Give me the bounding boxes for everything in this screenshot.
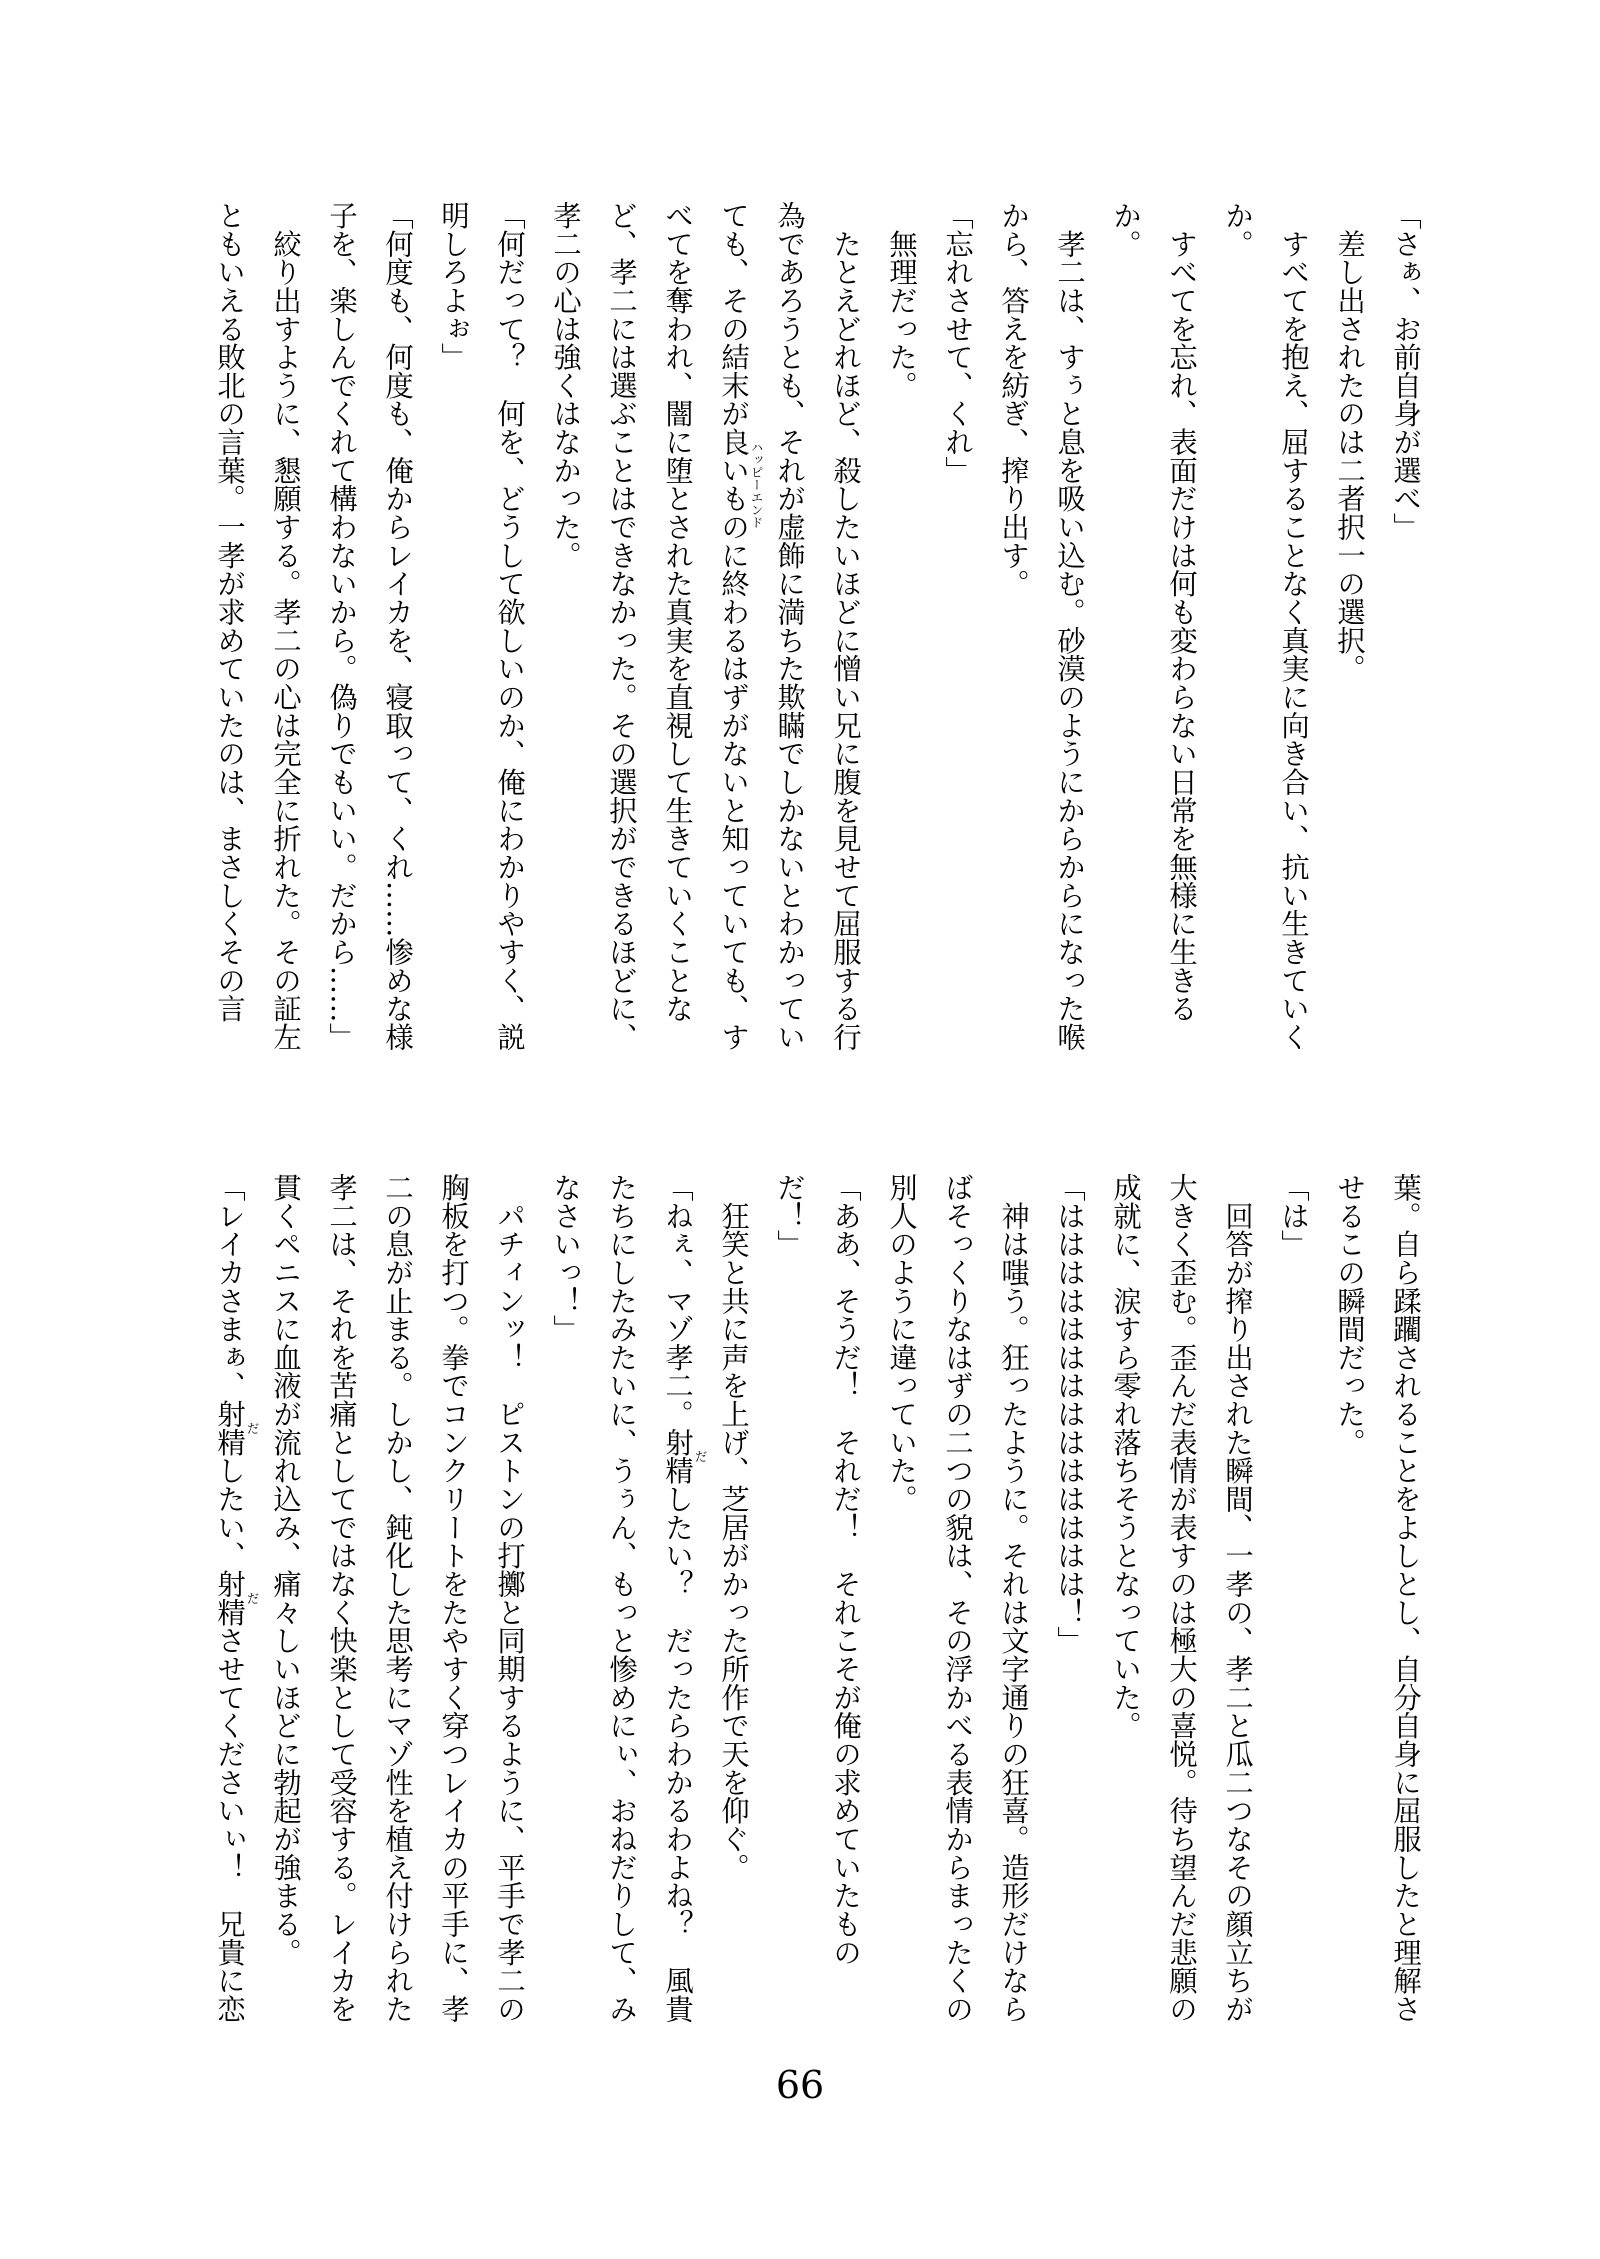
text-column: 「は」 — [1277, 1173, 1310, 1258]
text-column: 二の息が止まる。しかし、鈍化した思考にマゾ性を植え付けられた — [381, 1173, 414, 2023]
text-column: 為であろうとも、それが虚飾に満ちた欺瞞でしかないとわかってい — [773, 201, 806, 1051]
ruby-annotation: だ — [245, 1591, 261, 1605]
bottom-text-block — [200, 1173, 1433, 2025]
ruby-annotation: ハッピーエンド — [749, 440, 765, 529]
text-column: 子を、楽しんでくれて構わないから。偽りでもいい。だから……」 — [325, 201, 358, 1051]
text-column: か。 — [1221, 201, 1254, 258]
text-column: せるこの瞬間だった。 — [1333, 1173, 1366, 1457]
text-column: 絞り出すように、懇願する。孝二の心は完全に折れた。その証左 — [269, 201, 302, 1051]
text-column: 葉。自ら蹂躙されることをよしとし、自分自身に屈服したと理解さ — [1389, 1173, 1422, 2023]
text-column: 「ああ、そうだ！ それだ！ それこそが俺の求めていたもの — [829, 1173, 862, 1967]
text-column: ても、その結末が良いものに終わるはずがないと知っていても、す — [717, 201, 750, 1051]
text-column: 狂笑と共に声を上げ、芝居がかった所作で天を仰ぐ。 — [717, 1173, 750, 1882]
text-column: か。 — [1109, 201, 1142, 258]
text-column: 大きく歪む。歪んだ表情が表すのは極大の喜悦。待ち望んだ悲願の — [1165, 1173, 1198, 2023]
text-column: 「ねぇ、マゾ孝二。射精したい？ だったらわかるわよね？ 風貴 — [661, 1173, 694, 2023]
text-column: 胸板を打つ。拳でコンクリートをたやすく穿つレイカの平手に、孝 — [437, 1173, 470, 2023]
text-column: 成就に、涙すら零れ落ちそうとなっていた。 — [1109, 1173, 1142, 1740]
text-column: 「さぁ、お前自身が選べ」 — [1389, 201, 1422, 541]
text-column: 孝二の心は強くはなかった。 — [549, 201, 582, 570]
text-column: から、答えを紡ぎ、搾り出す。 — [997, 201, 1030, 598]
ruby-base: 射精 — [661, 1427, 694, 1485]
top-text-block — [200, 201, 1433, 1053]
ruby-annotation: だ — [245, 1421, 261, 1435]
text-column: だ！」 — [773, 1173, 806, 1258]
text-column: べてを奪われ、闇に堕とされた真実を直視して生きていくことな — [661, 201, 694, 1023]
text-column: パチィンッ！ ピストンの打擲と同期するように、平手で孝二の — [493, 1173, 526, 2023]
text-column: 神は嗤う。狂ったように。それは文字通りの狂喜。造形だけなら — [997, 1173, 1030, 2023]
text-column: 「はははははははははははははは！」 — [1053, 1173, 1086, 1655]
text-column: 孝二は、それを苦痛としてではなく快楽として受容する。レイカを — [325, 1173, 358, 2023]
text-column: 無理だった。 — [885, 201, 918, 400]
text-column: 孝二は、すぅと息を吸い込む。砂漠のようにからからになった喉 — [1053, 201, 1086, 1051]
text-column: たとえどれほど、殺したいほどに憎い兄に腹を見せて屈服する行 — [829, 201, 862, 1051]
text-column: 別人のように違っていた。 — [885, 1173, 918, 1513]
text-column: たちにしたみたいに、うぅん、もっと惨めにぃ、おねだりして、み — [605, 1173, 638, 2023]
text-column: ばそっくりなはずの二つの貌は、その浮かべる表情からまったくの — [941, 1173, 974, 2023]
text-column: 「レイカさまぁ、射精したい、射精させてくださいぃ！ 兄貴に恋 — [213, 1173, 246, 2023]
text-column: すべてを忘れ、表面だけは何も変わらない日常を無様に生きる — [1165, 201, 1198, 1023]
text-column: すべてを抱え、屈することなく真実に向き合い、抗い生きていく — [1277, 201, 1310, 1051]
ruby-annotation: だ — [693, 1450, 709, 1463]
text-column: なさいっ！」 — [549, 1173, 582, 1343]
text-column: 明しろよぉ」 — [437, 201, 470, 371]
text-column: 「忘れさせて、くれ」 — [941, 201, 974, 485]
text-column: 「何度も、何度も、俺からレイカを、寝取って、くれ……惨めな様 — [381, 201, 414, 1051]
ruby-base: 良いもの — [717, 427, 750, 541]
text-column: ともいえる敗北の言葉。一孝が求めていたのは、まさしくその言 — [213, 201, 246, 1023]
ruby-base: 射精 — [213, 1399, 246, 1457]
text-column: ど、孝二には選ぶことはできなかった。その選択ができるほどに、 — [605, 201, 638, 1051]
ruby-base: 射精 — [213, 1569, 246, 1627]
text-column: 貫くペニスに血液が流れ込み、痛々しいほどに勃起が強まる。 — [269, 1173, 302, 1967]
text-column: 回答が搾り出された瞬間、一孝の、孝二と瓜二つなその顔立ちが — [1221, 1173, 1254, 2023]
page-number: 66 — [775, 2063, 825, 2107]
text-column: 差し出されたのは二者択一の選択。 — [1333, 201, 1366, 683]
text-column: 「何だって？ 何を、どうして欲しいのか、俺にわかりやすく、説 — [493, 201, 526, 1051]
